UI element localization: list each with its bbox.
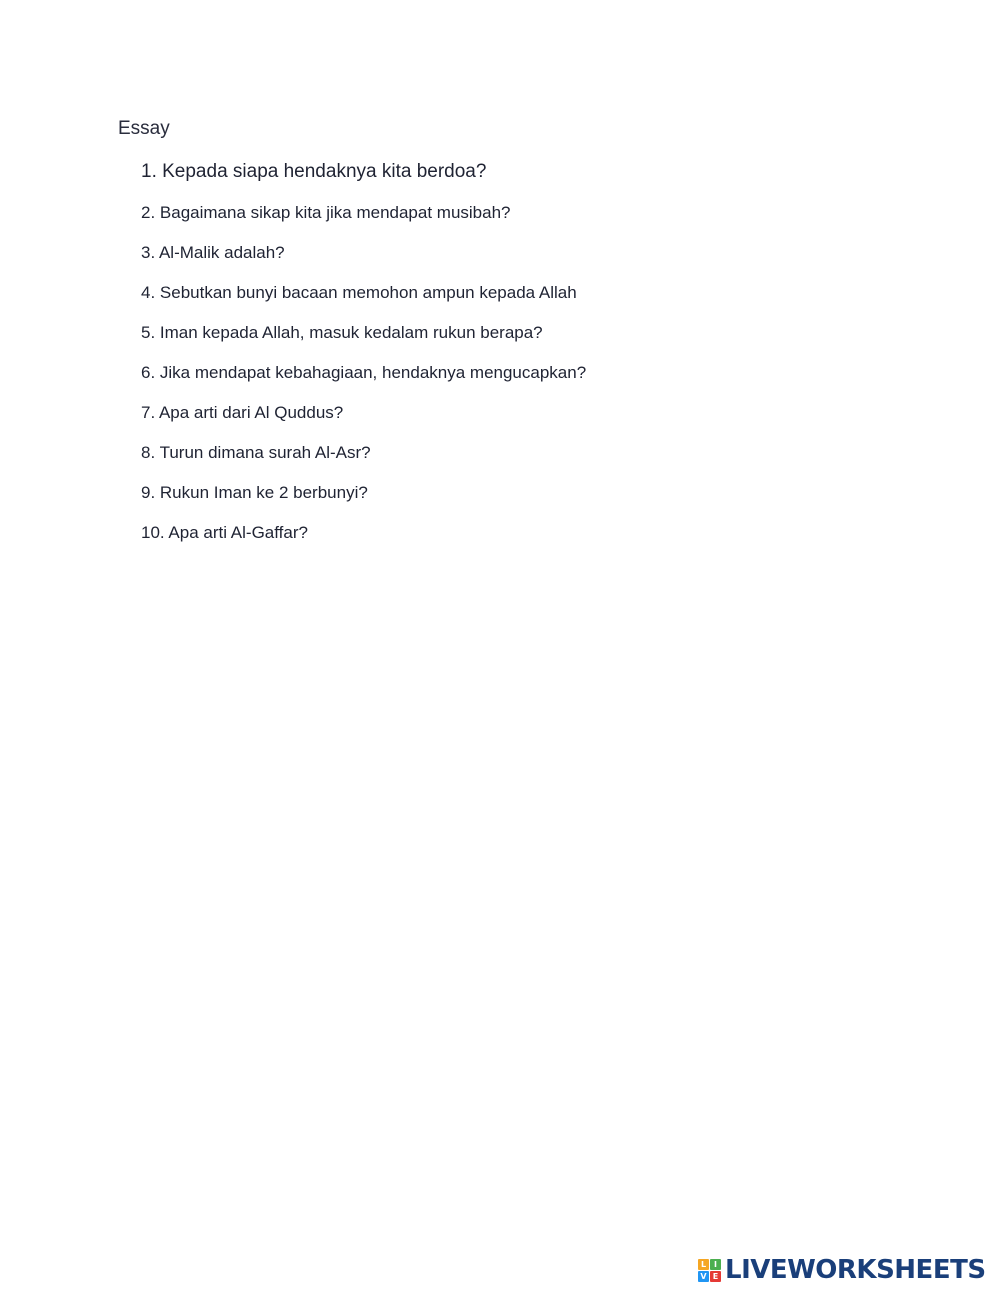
question-item-7: 7. Apa arti dari Al Quddus? bbox=[141, 403, 344, 422]
question-item-9: 9. Rukun Iman ke 2 berbunyi? bbox=[141, 483, 368, 502]
brand-mark-letter-v: V bbox=[698, 1271, 709, 1282]
question-item-5: 5. Iman kepada Allah, masuk kedalam rukun berapa? bbox=[141, 323, 543, 342]
question-item-2: 2. Bagaimana sikap kita jika mendapat musibah? bbox=[141, 203, 511, 222]
section-title: Essay bbox=[118, 118, 170, 139]
question-item-6: 6. Jika mendapat kebahagiaan, hendaknya mengucapkan? bbox=[141, 363, 587, 382]
brand-mark-letter-i: I bbox=[710, 1259, 721, 1270]
question-item-8: 8. Turun dimana surah Al-Asr? bbox=[141, 443, 371, 462]
question-item-1: 1. Kepada siapa hendaknya kita berdoa? bbox=[141, 161, 487, 182]
brand-mark-letter-e: E bbox=[710, 1271, 721, 1282]
question-item-3: 3. Al-Malik adalah? bbox=[141, 243, 285, 262]
brand-mark-letter-l: L bbox=[698, 1259, 709, 1270]
question-item-4: 4. Sebutkan bunyi bacaan memohon ampun kepada Allah bbox=[141, 283, 577, 302]
question-item-10: 10. Apa arti Al-Gaffar? bbox=[141, 523, 308, 542]
liveworksheets-logo[interactable] bbox=[698, 1255, 986, 1285]
brand-mark-icon bbox=[698, 1259, 721, 1282]
brand-name: LIVEWORKSHEETS bbox=[725, 1255, 986, 1285]
question-list bbox=[141, 160, 586, 563]
